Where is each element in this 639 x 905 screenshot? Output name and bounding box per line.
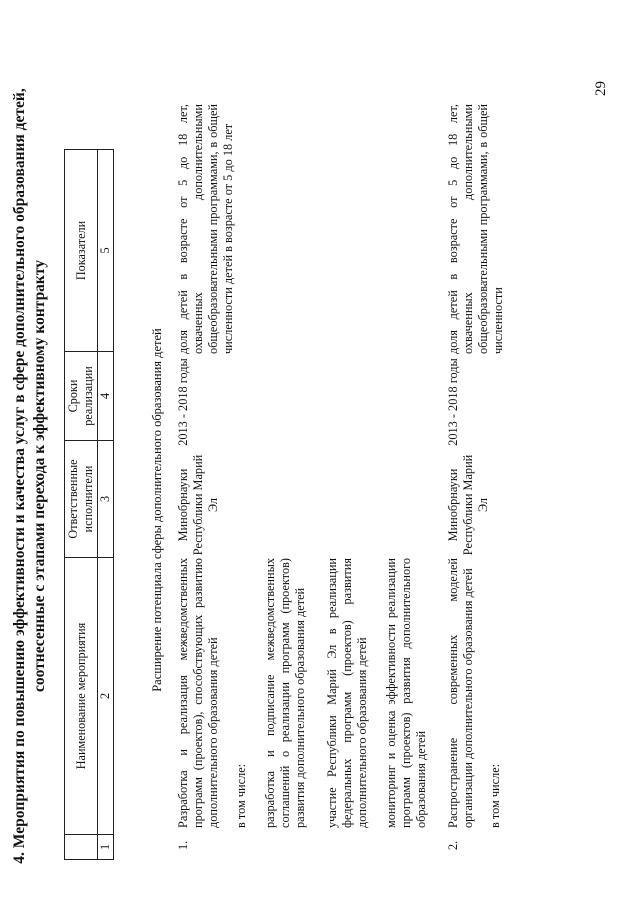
rotated-page — [10, 16, 610, 886]
title-line-2: соотнесенные с этапами перехода к эффективному контракту — [31, 259, 48, 693]
row-1-name: Разработка и реализация межведомственных программ (проектов), способствующих развитию дополнительного образования детей — [176, 558, 220, 828]
header-cell-num — [65, 835, 98, 860]
header-cell-indicators: Показатели — [65, 150, 98, 352]
document-title — [10, 86, 50, 866]
row-1-executor: Минобрнауки Республики Марий Эл — [176, 454, 220, 556]
header-cell-executors: Ответственные исполнители — [65, 441, 98, 558]
row-1-subitem-3: мониторинг и оценка эффективности реализации программ (проектов) развития дополнительного образования детей — [384, 558, 428, 828]
header-row — [65, 150, 98, 860]
row-1-including: в том числе: — [234, 763, 248, 828]
column-number: 1 — [98, 835, 114, 860]
row-1-number: 1. — [176, 840, 190, 850]
row-2-number: 2. — [446, 840, 460, 850]
column-number: 2 — [98, 558, 114, 835]
column-number-row — [98, 150, 114, 860]
page-number: 29 — [593, 81, 609, 96]
row-1-indicator: доля детей в возрасте от 5 до 18 лет, охваченных дополнительными общеобразовательными программами, в общей численности детей в возрасте от 5 до 18 лет — [176, 104, 235, 354]
measures-table-header — [64, 149, 114, 860]
column-number: 4 — [98, 352, 114, 441]
column-number: 5 — [98, 150, 114, 352]
section-title: Расширение потенциала сферы дополнительного образования детей — [150, 328, 164, 692]
row-2-dates: 2013 - 2018 годы — [446, 358, 460, 446]
row-2-executor: Минобрнауки Республики Марий Эл — [446, 454, 490, 556]
title-line-1: 4. Мероприятия по повышению эффективности и качества услуг в сфере дополнительного образования детей, — [11, 88, 28, 864]
row-1-dates: 2013 - 2018 годы — [176, 358, 190, 446]
row-2-including: в том числе: — [488, 763, 502, 828]
row-2-indicator: доля детей в возрасте от 5 до 18 лет, охваченных дополнительными общеобразовательными программами, в общей численности — [446, 104, 505, 354]
row-1-subitem-1: разработка и подписание межведомственных соглашений о реализации программ (проектов) развития дополнительного образования детей — [263, 558, 307, 828]
column-number: 3 — [98, 441, 114, 558]
row-2-name: Распространение современных моделей организации дополнительного образования детей — [446, 558, 475, 828]
header-cell-dates: Сроки реализации — [65, 352, 98, 441]
header-cell-name: Наименование мероприятия — [65, 558, 98, 835]
row-1-subitem-2: участие Республики Марий Эл в реализации федеральных программ (проектов) развития дополнительного образования детей — [325, 558, 369, 828]
